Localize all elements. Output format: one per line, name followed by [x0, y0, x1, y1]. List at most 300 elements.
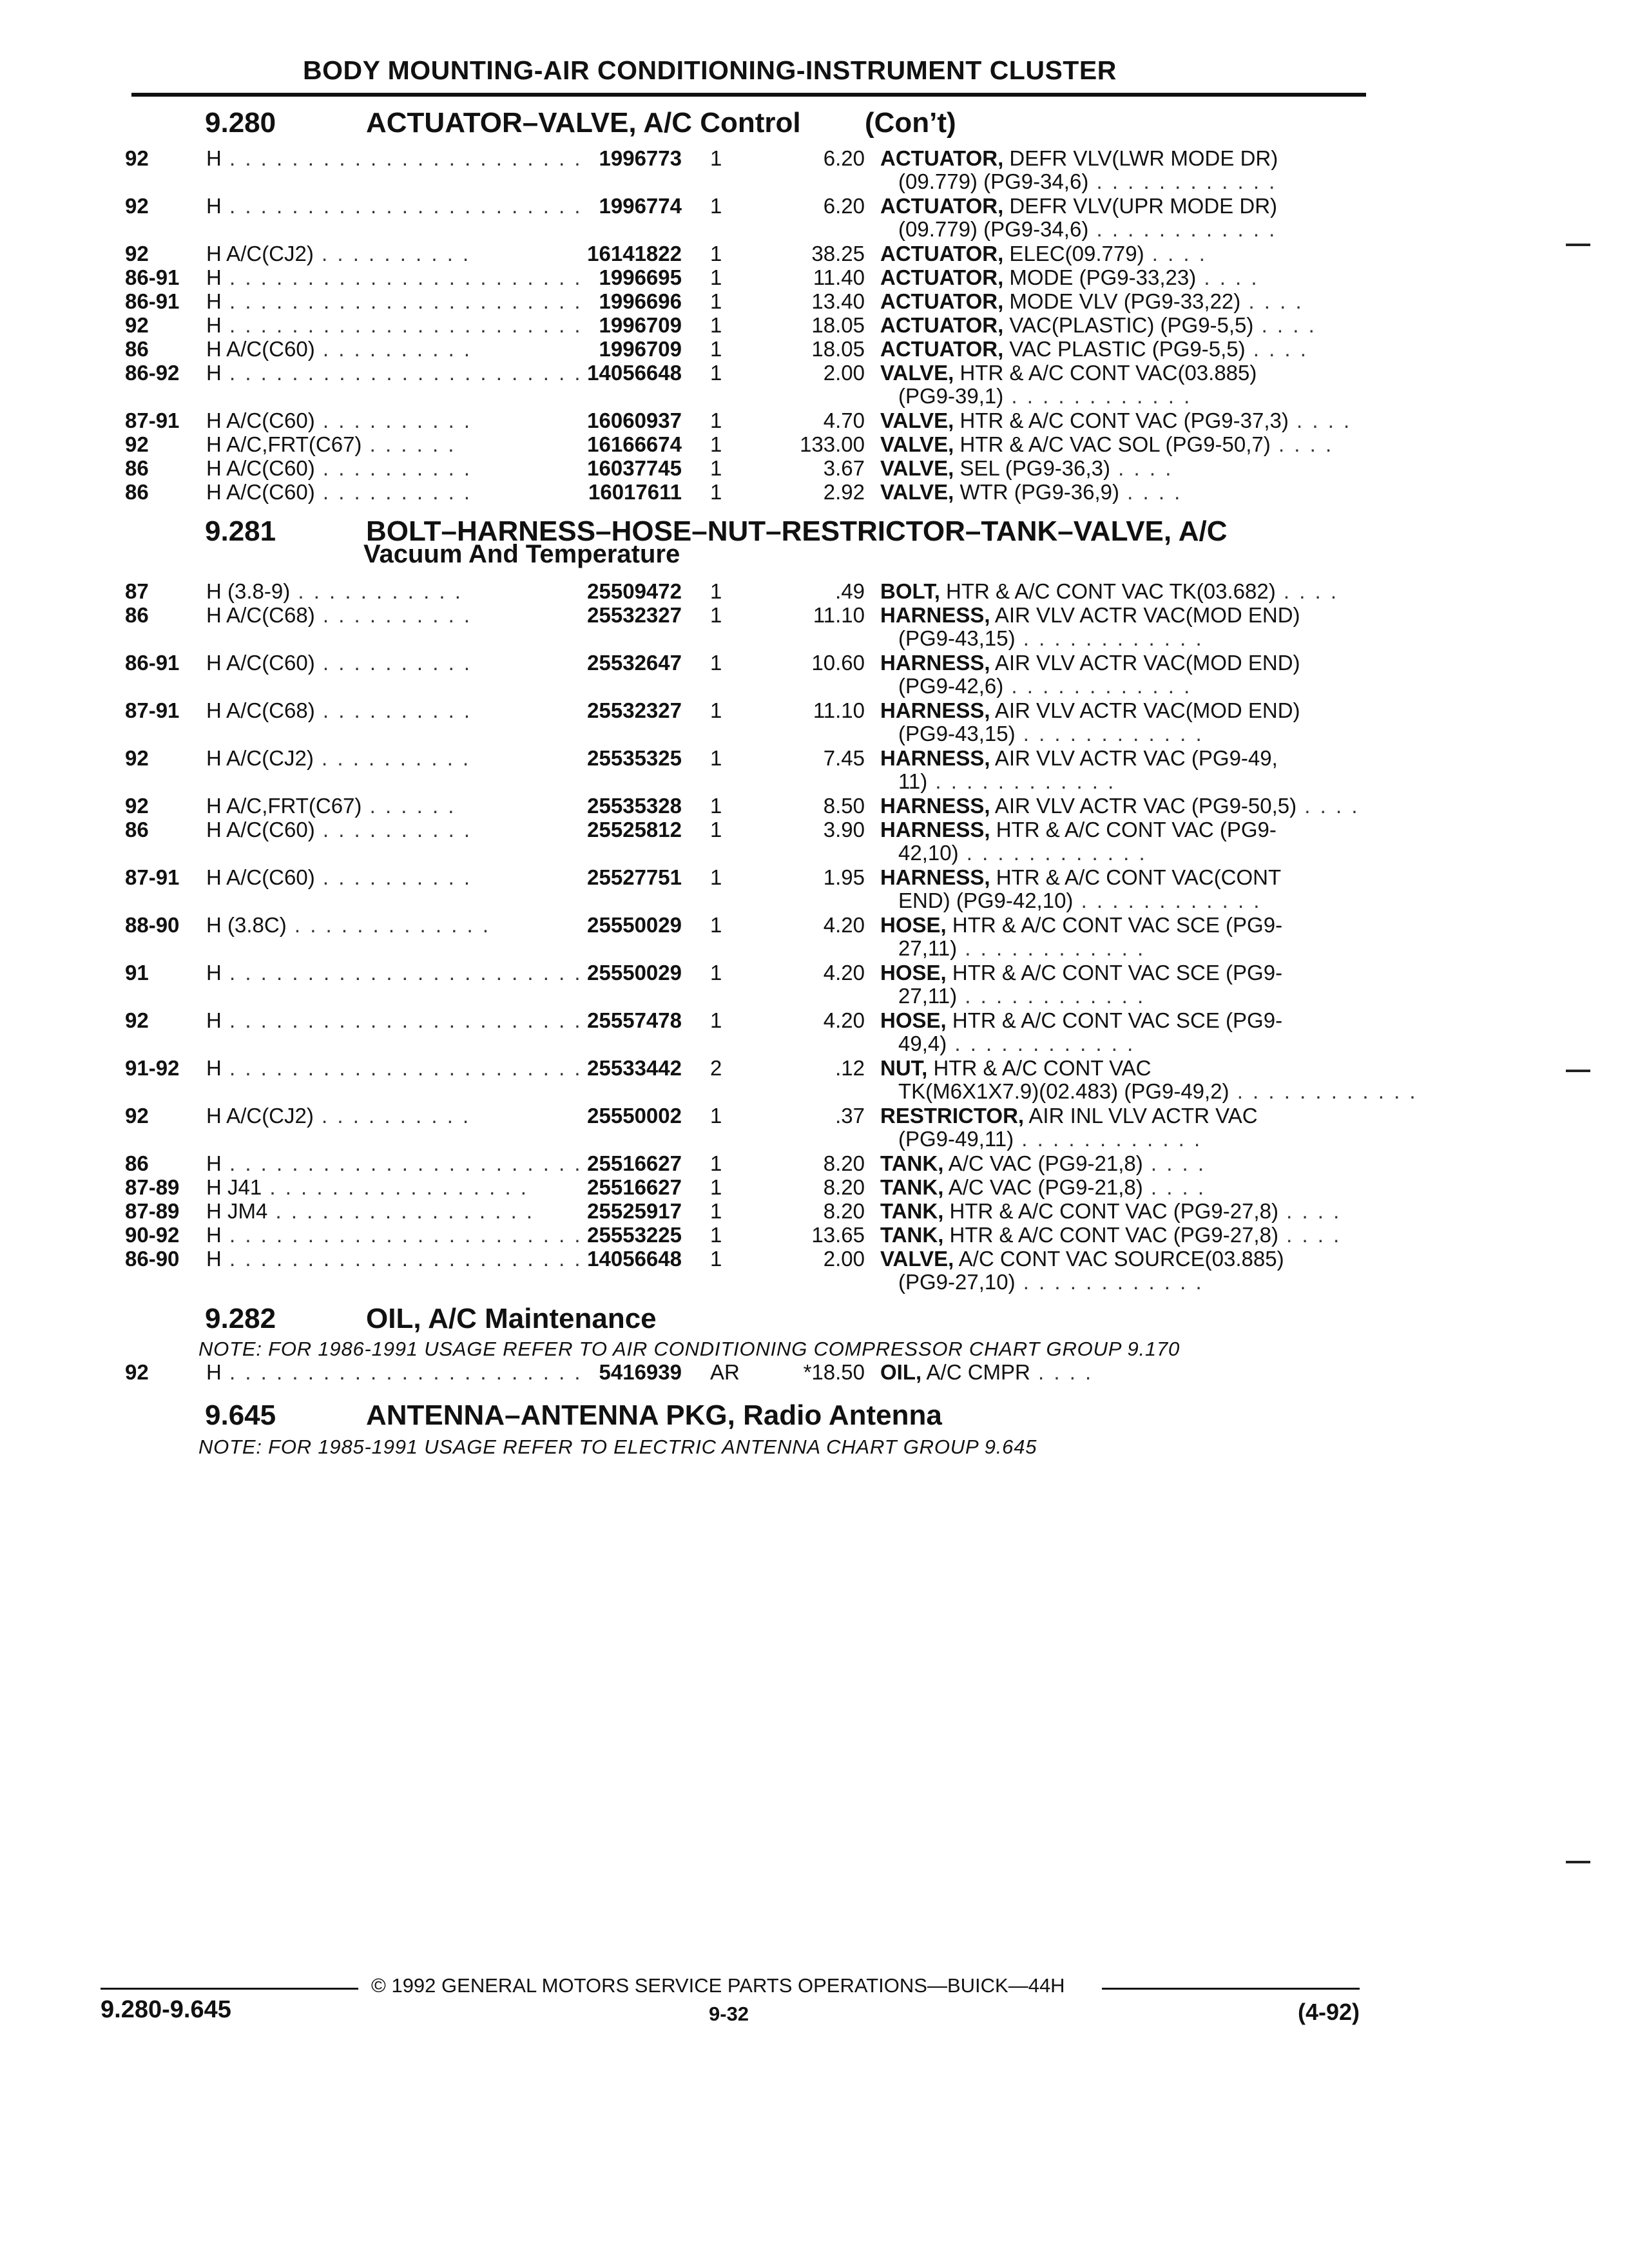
part-detail: HTR & A/C CONT VAC [927, 1056, 1152, 1080]
part-name: ACTUATOR, [880, 194, 1004, 218]
leader-dots: . . . . [1030, 1360, 1094, 1384]
model-year: 92 [125, 194, 149, 218]
quantity: 1 [710, 480, 722, 504]
leader-dots: . . . . [1253, 313, 1316, 337]
leader-dots: . . . . . . . . . . [314, 337, 472, 361]
table-row [0, 1246, 1629, 1294]
part-number: 25516627 [587, 1151, 682, 1175]
leader-dots: . . . . . . . . . . . . . . . . . . . . . . . [221, 361, 583, 385]
part-detail-line2: (PG9-42,6) [898, 674, 1004, 698]
part-description [880, 336, 1308, 362]
part-number: 25516627 [587, 1175, 682, 1199]
leader-dots: . . . . . . . . . . . . . . . . . . . . . . . [221, 289, 583, 313]
usage-code-text: H A/C(C60) [206, 865, 315, 889]
leader-dots: . . . . . . . . . . [314, 651, 472, 675]
price: 3.67 [823, 456, 865, 480]
table-row [0, 1360, 1629, 1385]
quantity: 1 [710, 746, 722, 770]
usage-code [206, 336, 472, 362]
table-row [0, 912, 1629, 960]
table-row [0, 960, 1629, 1008]
part-number: 16017611 [588, 480, 682, 504]
part-number: 1996695 [599, 265, 682, 289]
part-number: 25535325 [587, 746, 682, 770]
usage-code-text: H [206, 313, 222, 337]
quantity: 1 [710, 1199, 722, 1223]
part-name: VALVE, [880, 408, 954, 432]
part-name: VALVE, [880, 456, 954, 480]
usage-code [206, 432, 456, 457]
part-description [880, 1008, 1282, 1033]
margin-mark [1566, 1070, 1590, 1072]
part-description-continued [898, 840, 1147, 866]
model-year: 92 [125, 313, 149, 337]
leader-dots: . . . . . . . . . . . . [1073, 889, 1262, 912]
leader-dots: . . . . . . . . . . . . [1088, 217, 1277, 241]
leader-dots: . . . . . . . . . . . . . . . . . . . . . . . [221, 1151, 583, 1175]
usage-code [206, 912, 490, 938]
price: 4.20 [823, 1008, 865, 1032]
part-name: VALVE, [880, 432, 954, 456]
usage-code [206, 312, 583, 338]
leader-dots: . . . . . . . . . . . . . [286, 913, 491, 937]
header-rule [131, 93, 1366, 97]
price: .49 [835, 579, 865, 603]
quantity: 1 [710, 1008, 722, 1032]
quantity: 1 [710, 408, 722, 432]
part-number: 25550002 [587, 1104, 682, 1128]
leader-dots: . . . . . . . . . . . . [1015, 1270, 1204, 1294]
model-year: 92 [125, 794, 149, 818]
quantity: 1 [710, 603, 722, 627]
leader-dots: . . . . . . . . . . . . . . . . . . . . . . . [221, 1008, 583, 1032]
part-detail: HTR & A/C CONT VAC(CONT [990, 865, 1282, 889]
part-description [880, 456, 1173, 481]
part-description [880, 432, 1333, 457]
usage-code [206, 1198, 534, 1224]
margin-mark [1566, 1861, 1590, 1863]
part-detail: HTR & A/C CONT VAC (PG9- [990, 818, 1277, 841]
leader-dots: . . . . . . . . . . . . . . . . . . . . . . . [221, 146, 583, 170]
footer-range: 9.280-9.645 [101, 1996, 231, 2023]
usage-code [206, 960, 583, 986]
usage-code-text: H (3.8C) [206, 913, 287, 937]
part-name: HARNESS, [880, 746, 990, 770]
price: 2.00 [823, 1247, 865, 1271]
usage-code-text: H [206, 1008, 222, 1032]
part-name: HARNESS, [880, 865, 990, 889]
part-description [880, 865, 1281, 890]
part-description-continued [898, 1269, 1204, 1295]
quantity: 1 [710, 865, 722, 889]
part-name: ACTUATOR, [880, 289, 1004, 313]
usage-code-text: H A/C(CJ2) [206, 1104, 314, 1128]
model-year: 86-91 [125, 651, 180, 675]
table-row [0, 865, 1629, 912]
footer-copyright: © 1992 GENERAL MOTORS SERVICE PARTS OPERATIONS—BUICK—44H [371, 1974, 1065, 1997]
usage-code [206, 865, 472, 890]
footer-rule-left [101, 1988, 358, 1990]
part-detail-line2: END) (PG9-42,10) [898, 889, 1074, 912]
usage-code-text: H [206, 1223, 222, 1247]
part-detail-line2: 27,11) [898, 984, 958, 1008]
usage-code [206, 193, 583, 219]
part-description [880, 698, 1300, 724]
price: 4.20 [823, 961, 865, 985]
usage-code-text: H [206, 265, 222, 289]
part-detail: HTR & A/C CONT VAC(03.885) [954, 361, 1257, 385]
table-row [0, 1055, 1629, 1103]
model-year: 86-92 [125, 361, 180, 385]
usage-code [206, 1151, 583, 1177]
part-name: RESTRICTOR, [880, 1104, 1025, 1128]
part-detail: AIR VLV ACTR VAC(MOD END) [990, 651, 1300, 675]
model-year: 87-91 [125, 865, 180, 889]
quantity: AR [710, 1360, 740, 1384]
leader-dots: . . . . . . . . . . . . [958, 841, 1147, 865]
part-name: HARNESS, [880, 698, 990, 722]
table-row [0, 602, 1629, 650]
usage-code-text: H A/C(C60) [206, 818, 315, 841]
section-note: NOTE: FOR 1985-1991 USAGE REFER TO ELECTRIC ANTENNA CHART GROUP 9.645 [198, 1436, 1037, 1458]
part-name: HARNESS, [880, 603, 990, 627]
quantity: 1 [710, 313, 722, 337]
usage-code-text: H A/C(CJ2) [206, 746, 314, 770]
part-number: 25535328 [587, 794, 682, 818]
leader-dots: . . . . [1142, 1175, 1206, 1199]
part-description-continued [898, 673, 1191, 699]
usage-code-text: H J41 [206, 1175, 262, 1199]
section-title: OIL, A/C Maintenance [366, 1303, 657, 1334]
table-row [0, 1222, 1629, 1248]
part-detail: A/C CMPR [921, 1360, 1030, 1384]
usage-code-text: H [206, 289, 222, 313]
usage-code [206, 793, 456, 819]
table-row [0, 579, 1629, 604]
usage-code-text: H A/C(C60) [206, 651, 315, 675]
quantity: 1 [710, 242, 722, 265]
leader-dots: . . . . . . . . . . . . . . . . . [267, 1199, 535, 1223]
usage-code [206, 408, 472, 434]
part-detail: HTR & A/C CONT VAC (PG9-37,3) [954, 408, 1289, 432]
price: 4.20 [823, 913, 865, 937]
leader-dots: . . . . . . . . . . . . [927, 769, 1116, 793]
quantity: 1 [710, 456, 722, 480]
leader-dots: . . . . [1278, 1223, 1342, 1247]
part-number: 25527751 [587, 865, 682, 889]
leader-dots: . . . . . . . . . . . [290, 579, 463, 603]
part-detail-line2: (09.779) (PG9-34,6) [898, 217, 1089, 241]
model-year: 86 [125, 480, 149, 504]
part-description [880, 745, 1278, 771]
part-detail: ELEC(09.779) [1003, 242, 1144, 265]
part-number: 25532647 [587, 651, 682, 675]
footer-rule-right [1102, 1988, 1360, 1990]
part-description [880, 1246, 1284, 1272]
price: 8.20 [823, 1199, 865, 1223]
part-number: 25550029 [587, 961, 682, 985]
model-year: 87 [125, 579, 149, 603]
leader-dots: . . . . . . . . . . . . . . . . . [262, 1175, 528, 1199]
usage-code [206, 479, 472, 505]
model-year: 92 [125, 146, 149, 170]
leader-dots: . . . . . . . . . . . . [1014, 1127, 1202, 1151]
usage-code-text: H [206, 361, 222, 385]
part-detail: AIR VLV ACTR VAC (PG9-50,5) [990, 794, 1297, 818]
part-name: NUT, [880, 1056, 928, 1080]
part-name: HOSE, [880, 1008, 947, 1032]
price: 13.40 [811, 289, 865, 313]
part-name: TANK, [880, 1151, 944, 1175]
part-number: 25553225 [587, 1223, 682, 1247]
price: 8.20 [823, 1175, 865, 1199]
part-number: 25532327 [587, 698, 682, 722]
part-description [880, 360, 1257, 386]
part-description [880, 1222, 1341, 1248]
usage-code-text: H [206, 146, 222, 170]
part-description-continued [898, 769, 1115, 794]
part-number: 16037745 [587, 456, 682, 480]
leader-dots: . . . . . . . . . . [314, 865, 472, 889]
quantity: 2 [710, 1056, 722, 1080]
part-name: TANK, [880, 1223, 944, 1247]
leader-dots: . . . . [1245, 337, 1308, 361]
part-number: 1996696 [599, 289, 682, 313]
price: 6.20 [823, 194, 865, 218]
section-number: 9.645 [205, 1399, 276, 1431]
model-year: 90-92 [125, 1223, 180, 1247]
price: 10.60 [811, 651, 865, 675]
usage-code [206, 745, 470, 771]
price: .12 [835, 1056, 865, 1080]
part-description [880, 1175, 1206, 1200]
part-description [880, 1151, 1206, 1177]
usage-code-text: H A/C,FRT(C67) [206, 794, 362, 818]
leader-dots: . . . . . . . . . . [314, 408, 472, 432]
part-name: HOSE, [880, 961, 947, 985]
section-note: NOTE: FOR 1986-1991 USAGE REFER TO AIR CONDITIONING COMPRESSOR CHART GROUP 9.170 [198, 1338, 1181, 1360]
leader-dots: . . . . [1296, 794, 1360, 818]
part-number: 1996709 [599, 337, 682, 361]
model-year: 86 [125, 818, 149, 841]
quantity: 1 [710, 1247, 722, 1271]
usage-code-text: H [206, 1151, 222, 1175]
quantity: 1 [710, 698, 722, 722]
model-year: 86 [125, 337, 149, 361]
price: 8.50 [823, 794, 865, 818]
quantity: 1 [710, 818, 722, 841]
section-number: 9.282 [205, 1303, 276, 1334]
leader-dots: . . . . . . [361, 794, 456, 818]
part-number: 14056648 [587, 361, 682, 385]
part-name: ACTUATOR, [880, 313, 1004, 337]
price: 11.10 [813, 698, 865, 722]
footer-date: (4-92) [1297, 1999, 1360, 2025]
part-detail: AIR VLV ACTR VAC(MOD END) [990, 698, 1300, 722]
model-year: 91 [125, 961, 149, 985]
price: 7.45 [823, 746, 865, 770]
usage-code-text: H [206, 961, 222, 985]
part-number: 16141822 [587, 242, 682, 265]
table-row [0, 456, 1629, 481]
section-suffix: (Con’t) [865, 107, 956, 139]
usage-code-text: H [206, 1360, 222, 1384]
part-description [880, 960, 1282, 986]
table-row [0, 265, 1629, 291]
part-detail: VAC(PLASTIC) (PG9-5,5) [1003, 313, 1254, 337]
table-row [0, 336, 1629, 362]
quantity: 1 [710, 337, 722, 361]
part-description-continued [898, 721, 1204, 747]
part-detail-line2: 27,11) [898, 936, 958, 960]
usage-code [206, 265, 583, 291]
model-year: 86-91 [125, 265, 180, 289]
part-description [880, 193, 1277, 219]
model-year: 92 [125, 1104, 149, 1128]
leader-dots: . . . . . . . . . . [314, 818, 472, 841]
table-row [0, 479, 1629, 505]
price: 4.70 [823, 408, 865, 432]
part-detail-line2: (PG9-43,15) [898, 722, 1016, 745]
model-year: 92 [125, 1360, 149, 1384]
price: 11.40 [813, 265, 865, 289]
part-detail-line2: (PG9-27,10) [898, 1270, 1016, 1294]
part-number: 1996709 [599, 313, 682, 337]
model-year: 86 [125, 1151, 149, 1175]
quantity: 1 [710, 289, 722, 313]
section-subtitle: Vacuum And Temperature [363, 540, 680, 568]
part-number: 16060937 [587, 408, 682, 432]
part-detail: WTR (PG9-36,9) [954, 480, 1119, 504]
usage-code-text: H A/C(C60) [206, 456, 315, 480]
usage-code-text: H A/C(C60) [206, 408, 315, 432]
leader-dots: . . . . . . . . . . . . . . . . . . . . . . . [221, 1360, 583, 1384]
part-detail: AIR INL VLV ACTR VAC [1024, 1104, 1258, 1128]
leader-dots: . . . . . . . . . . . . [1229, 1079, 1418, 1103]
model-year: 92 [125, 242, 149, 265]
part-number: 25550029 [587, 913, 682, 937]
usage-code [206, 817, 472, 843]
quantity: 1 [710, 361, 722, 385]
table-row [0, 793, 1629, 819]
part-number: 25533442 [587, 1056, 682, 1080]
part-number: 25557478 [587, 1008, 682, 1032]
leader-dots: . . . . . . . . . . . . [1003, 674, 1192, 698]
usage-code [206, 1246, 583, 1272]
usage-code [206, 1008, 583, 1033]
part-detail: A/C CONT VAC SOURCE(03.885) [954, 1247, 1284, 1271]
table-row [0, 1008, 1629, 1055]
part-detail-line2: 11) [898, 769, 928, 793]
price: 2.00 [823, 361, 865, 385]
usage-code [206, 360, 583, 386]
part-description [880, 1055, 1152, 1081]
usage-code [206, 1175, 528, 1200]
price: 6.20 [823, 146, 865, 170]
leader-dots: . . . . . . . . . . . . [1015, 626, 1204, 650]
model-year: 91-92 [125, 1056, 180, 1080]
part-description [880, 1103, 1258, 1129]
section-number: 9.280 [205, 107, 276, 139]
part-description [880, 289, 1304, 314]
leader-dots: . . . . [1110, 456, 1173, 480]
price: 18.05 [811, 337, 865, 361]
part-name: HARNESS, [880, 818, 990, 841]
part-name: OIL, [880, 1360, 922, 1384]
table-row [0, 146, 1629, 193]
part-detail: A/C VAC (PG9-21,8) [943, 1175, 1143, 1199]
part-name: ACTUATOR, [880, 337, 1004, 361]
part-name: HOSE, [880, 913, 947, 937]
model-year: 88-90 [125, 913, 180, 937]
part-number: 5416939 [599, 1360, 682, 1384]
part-detail-line2: (PG9-43,15) [898, 626, 1016, 650]
part-detail: SEL (PG9-36,3) [954, 456, 1111, 480]
part-detail: HTR & A/C CONT VAC TK(03.682) [940, 579, 1276, 603]
leader-dots: . . . . . . . . . . [314, 456, 472, 480]
part-name: ACTUATOR, [880, 146, 1004, 170]
leader-dots: . . . . . . . . . . [314, 480, 472, 504]
leader-dots: . . . . . . . . . . . . [1003, 384, 1192, 408]
usage-code [206, 579, 463, 604]
part-description [880, 793, 1360, 819]
leader-dots: . . . . [1270, 432, 1334, 456]
model-year: 86 [125, 603, 149, 627]
price: 38.25 [811, 242, 865, 265]
usage-code [206, 1055, 583, 1081]
usage-code-text: H A/C(CJ2) [206, 242, 314, 265]
table-row [0, 650, 1629, 698]
table-row [0, 289, 1629, 314]
part-detail: MODE VLV (PG9-33,22) [1003, 289, 1241, 313]
part-name: VALVE, [880, 1247, 954, 1271]
part-description-continued [898, 1031, 1135, 1057]
usage-code [206, 1222, 583, 1248]
table-row [0, 193, 1629, 241]
price: 3.90 [823, 818, 865, 841]
quantity: 1 [710, 1104, 722, 1128]
leader-dots: . . . . [1196, 265, 1259, 289]
usage-code [206, 289, 583, 314]
usage-code [206, 146, 583, 171]
part-detail: HTR & A/C VAC SOL (PG9-50,7) [954, 432, 1271, 456]
part-detail: AIR VLV ACTR VAC(MOD END) [990, 603, 1300, 627]
model-year: 86-91 [125, 289, 180, 313]
part-number: 1996774 [599, 194, 682, 218]
quantity: 1 [710, 651, 722, 675]
price: .37 [835, 1104, 865, 1128]
leader-dots: . . . . . . . . . . . . [1088, 169, 1277, 193]
usage-code-text: H (3.8-9) [206, 579, 291, 603]
part-number: 25525917 [587, 1199, 682, 1223]
part-detail: HTR & A/C CONT VAC (PG9-27,8) [943, 1223, 1278, 1247]
part-detail: HTR & A/C CONT VAC SCE (PG9- [946, 1008, 1283, 1032]
margin-mark [1566, 244, 1590, 246]
page-header-title: BODY MOUNTING-AIR CONDITIONING-INSTRUMENT CLUSTER [303, 55, 1117, 85]
model-year: 92 [125, 746, 149, 770]
leader-dots: . . . . . . . . . . . . . . . . . . . . . . . [221, 961, 583, 985]
quantity: 1 [710, 265, 722, 289]
price: 8.20 [823, 1151, 865, 1175]
part-name: ACTUATOR, [880, 265, 1004, 289]
part-description [880, 312, 1316, 338]
part-detail-line2: 49,4) [898, 1032, 947, 1055]
part-description [880, 241, 1207, 267]
leader-dots: . . . . [1275, 579, 1339, 603]
table-row [0, 1103, 1629, 1151]
part-description-continued [898, 216, 1277, 242]
leader-dots: . . . . . . . . . . . . . . . . . . . . . . . [221, 194, 583, 218]
